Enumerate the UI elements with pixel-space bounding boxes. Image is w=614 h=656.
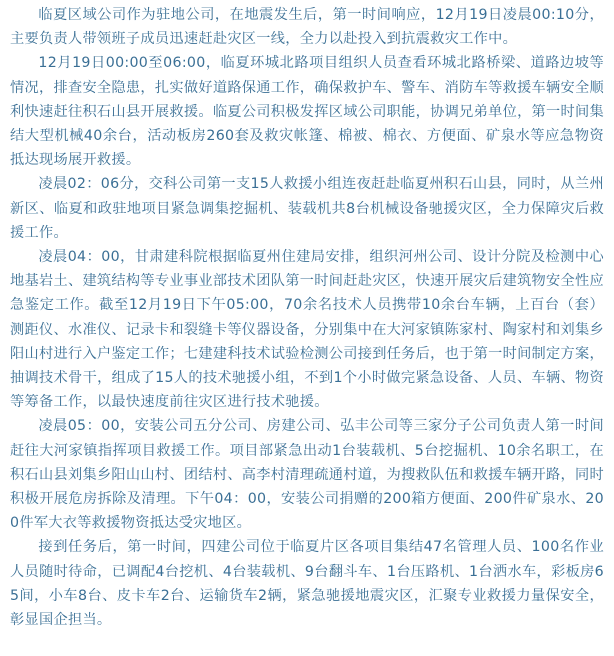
article-paragraph-1: 临夏区域公司作为驻地公司，在地震发生后，第一时间响应，12月19日凌晨00:10分，主要负责人带领班子成员迅速赶赴灾区一线，全力以赴投入到抗震救灾工作中。 [10,7,604,48]
article-paragraph-2: 12月19日00:00至06:00，临夏环城北路项目组织人员查看环城北路桥梁、道路边坡等情况，排查安全隐患，扎实做好道路保通工作，确保救护车、警车、消防车等救援车辆安全顺利快速赶往积石山县开展救援。临夏公司积极发挥区域公司职能，协调兄弟单位，第一时间集结大型机械40余台，活动板房260套及救灾帐篷、棉被、棉衣、方便面、矿泉水等应急物资抵达现场展开救援。 [10,55,604,169]
article-paragraph-6: 接到任务后，第一时间，四建公司位于临夏片区各项目集结47名管理人员、100名作业人员随时待命，已调配4台挖机、4台装载机、9台翻斗车、1台压路机、1台洒水车，彩板房65间，小车8台、皮卡车2台、运输货车2辆，紧急驰援地震灾区，汇聚专业救援力量保安全，彰显国企担当。 [10,539,604,629]
article-paragraph-3: 凌晨02：06分，交科公司第一支15人救援小组连夜赶赴临夏州积石山县，同时，从兰州新区、临夏和政驻地项目紧急调集挖掘机、装载机共8台机械设备驰援灾区，全力保障灾后救援工作。 [10,176,604,241]
article-paragraph-5: 凌晨05：00，安装公司五分公司、房建公司、弘丰公司等三家分子公司负责人第一时间赶往大河家镇指挥项目救援工作。项目部紧急出动1台装载机、5台挖掘机、10余名职工，在积石山县刘集乡阳山山村、团结村、高李村清理疏通村道，为搜救队伍和救援车辆开路，同时积极开展危房拆除及清理。下午04：00，安装公司捐赠的200箱方便面、200件矿泉水、200件军大衣等救援物资抵达受灾地区。 [10,418,604,532]
article-paragraph-4: 凌晨04：00，甘肃建科院根据临夏州住建局安排，组织河州公司、设计分院及检测中心地基岩土、建筑结构等专业事业部技术团队第一时间赶赴灾区，快速开展灾后建筑物安全性应急鉴定工作。截至12月19日下午05:00，70余名技术人员携带10余台车辆，上百台（套）测距仪、水准仪、记录卡和裂缝卡等仪器设备，分别集中在大河家镇陈家村、陶家村和刘集乡阳山村进行入户鉴定工作；七建建科技术试验检测公司接到任务后，也于第一时间制定方案，抽调技术骨干，组成了15人的技术驰援小组，不到1个小时做完紧急设备、人员、车辆、物资等筹备工作，以最快速度前往灾区进行技术驰援。 [10,249,604,411]
